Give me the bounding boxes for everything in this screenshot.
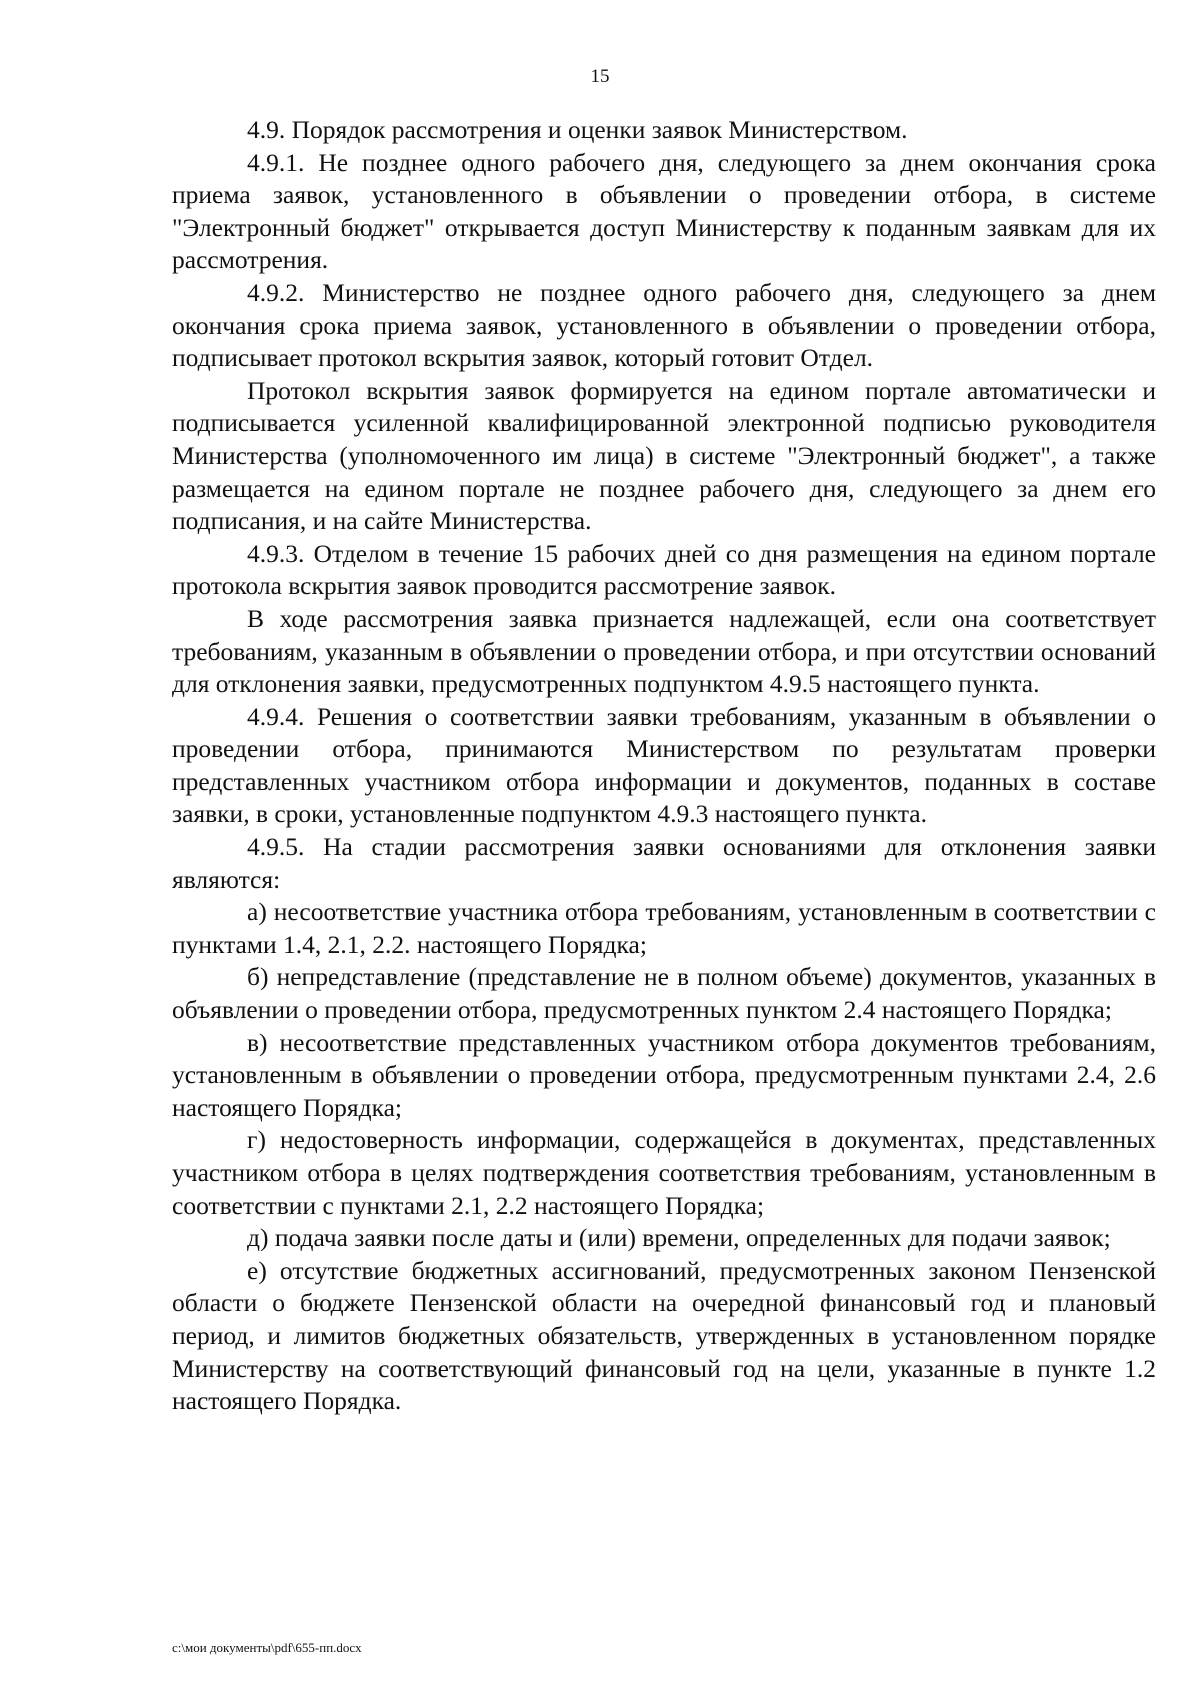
paragraph-4-9: 4.9. Порядок рассмотрения и оценки заявок Министерством. (247, 115, 908, 144)
paragraph-4-9-5: 4.9.5. На стадии рассмотрения заявки основаниями для отклонения заявки являются: (172, 832, 1156, 894)
footer-file-path: c:\мои документы\pdf\655-пп.docx (172, 1640, 362, 1655)
list-item-v: в) несоответствие представленных участником отбора документов требованиям, установленным в объявлении о проведении отбора, предусмотренным пунктами 2.4, 2.6 настоящего Порядка; (172, 1027, 1156, 1122)
paragraph-4-9-4: 4.9.4. Решения о соответствии заявки требованиям, указанным в объявлении о проведении отбора, принимаются Министерством по результатам проверки представленных участником отбора информации и документов, поданных в составе заявки, в сроки, установленные подпунктом 4.9.3 настоящего пункта. (172, 701, 1156, 829)
list-item-b: б) непредставление (представление не в полном объеме) документов, указанных в объявлении о проведении отбора, предусмотренных пунктом 2.4 настоящего Порядка; (172, 962, 1156, 1025)
list-item-g: г) недостоверность информации, содержащейся в документах, представленных участником отбора в целях подтверждения соответствия требованиям, установленным в соответствии с пунктами 2.1, 2.2 настоящего Порядка; (172, 1125, 1156, 1220)
list-item-a: а) несоответствие участника отбора требованиям, установленным в соответствии с пунктами 1.4, 2.1, 2.2. настоящего Порядка; (172, 897, 1156, 959)
list-item-e: е) отсутствие бюджетных ассигнований, предусмотренных законом Пензенской области о бюджете Пензенской области на очередной финансовый год и плановый период, и лимитов бюджетных обязательств, утвержденных в установленном порядке Министерству на соответствующий финансовый год на цели, указанные в пункте 1.2 настоящего Порядка. (172, 1255, 1156, 1416)
paragraph-4-9-2: 4.9.2. Министерство не позднее одного рабочего дня, следующего за днем окончания срока приема заявок, установленного в объявлении о проведении отбора, подписывает протокол вскрытия заявок, который готовит Отдел. (172, 277, 1156, 373)
paragraph-4-9-3: 4.9.3. Отделом в течение 15 рабочих дней со дня размещения на едином портале протокола вскрытия заявок проводится рассмотрение заявок. (172, 538, 1156, 601)
document-body (172, 114, 1156, 1418)
list-item-d: д) подача заявки после даты и (или) времени, определенных для подачи заявок; (247, 1223, 1111, 1253)
paragraph-4-9-1: 4.9.1. Не позднее одного рабочего дня, следующего за днем окончания срока приема заявок, установленного в объявлении о проведении отбора, в системе "Электронный бюджет" открывается доступ Министерству к поданным заявкам для их рассмотрения. (172, 147, 1156, 275)
paragraph-review: В ходе рассмотрения заявка признается надлежащей, если она соответствует требованиям, указанным в объявлении о проведении отбора, и при отсутствии оснований для отклонения заявки, предусмотренных подпунктом 4.9.5 настоящего пункта. (172, 603, 1156, 699)
paragraph-protocol: Протокол вскрытия заявок формируется на едином портале автоматически и подписывается усиленной квалифицированной электронной подписью руководителя Министерства (уполномоченного им лица) в системе "Электронный бюджет", а также размещается на едином портале не позднее рабочего дня, следующего за днем его подписания, и на сайте Министерства. (172, 375, 1156, 536)
page-number: 15 (590, 66, 610, 87)
